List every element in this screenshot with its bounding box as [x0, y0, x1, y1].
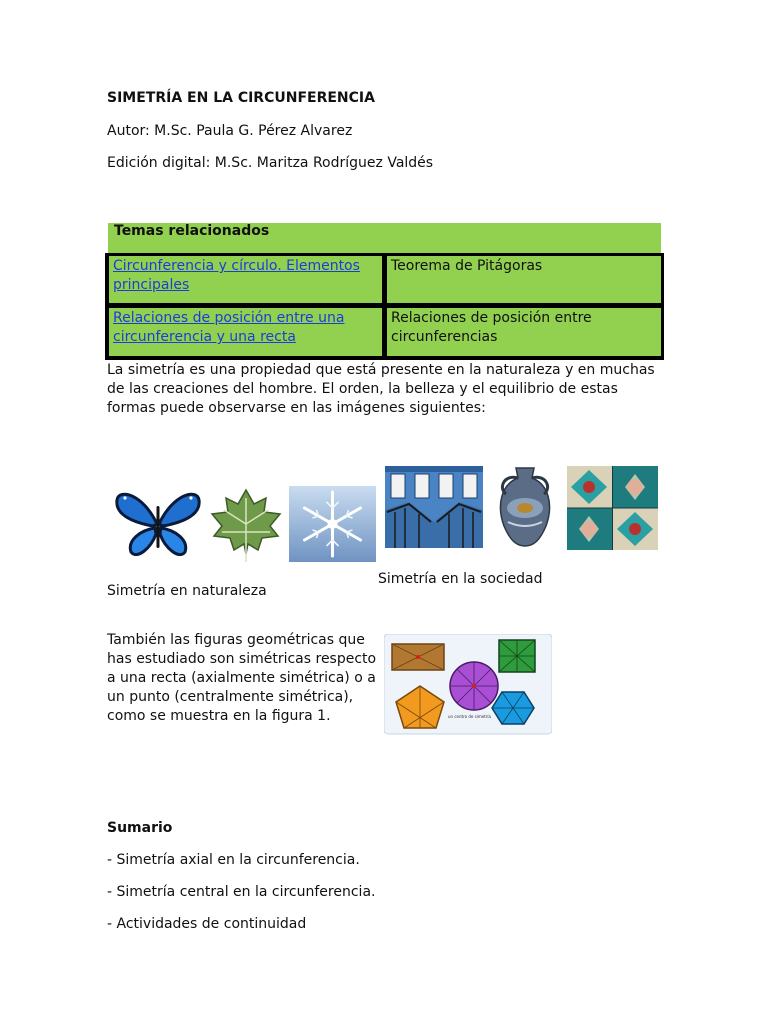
summary-item-actividades: - Actividades de continuidad: [107, 916, 307, 932]
related-topics-table: [105, 253, 664, 360]
butterfly-image: [113, 486, 203, 564]
summary-title: Sumario: [107, 820, 173, 836]
figure-small-label: un centro de simetría: [448, 714, 491, 719]
society-caption: Simetría en la sociedad: [378, 571, 543, 587]
related-cell-4: [387, 308, 661, 356]
related-topics-header: [108, 223, 661, 253]
document-title: SIMETRÍA EN LA CIRCUNFERENCIA: [107, 90, 375, 106]
author-line: Autor: M.Sc. Paula G. Pérez Alvarez: [107, 123, 353, 139]
leaf-image: [206, 484, 286, 564]
vase-image: [494, 464, 556, 550]
summary-item-central: - Simetría central en la circunferencia.: [107, 884, 376, 900]
edition-line: Edición digital: M.Sc. Maritza Rodríguez Valdés: [107, 155, 434, 171]
related-cell-3: [109, 308, 382, 356]
related-topics-title: Temas relacionados: [114, 223, 270, 239]
related-text-pitagoras: Teorema de Pitágoras: [391, 258, 543, 274]
link-relaciones-recta[interactable]: Relaciones de posición entre una circunferencia y una recta: [113, 310, 345, 345]
link-circunferencia-circulo[interactable]: Circunferencia y círculo. Elementos principales: [113, 258, 360, 293]
related-cell-2: [387, 256, 661, 303]
building-image: [385, 466, 483, 548]
geometric-figures-image: [384, 634, 552, 736]
related-text-circunferencias: Relaciones de posición entre circunferencias: [391, 310, 592, 345]
snowflake-image: [289, 486, 376, 562]
geometry-paragraph: También las figuras geométricas que has estudiado son simétricas respecto a una recta (axialmente simétrica) o a un punto (centralmente simétrica), como se muestra en la figura 1.: [107, 632, 377, 724]
tile-mosaic-image: [567, 466, 658, 550]
nature-caption: Simetría en naturaleza: [107, 583, 267, 599]
intro-paragraph: La simetría es una propiedad que está presente en la naturaleza y en muchas de las creaciones del hombre. El orden, la belleza y el equilibrio de estas formas puede observarse en las imágenes siguientes:: [107, 362, 655, 416]
summary-item-axial: - Simetría axial en la circunferencia.: [107, 852, 360, 868]
related-cell-1: [109, 256, 382, 303]
